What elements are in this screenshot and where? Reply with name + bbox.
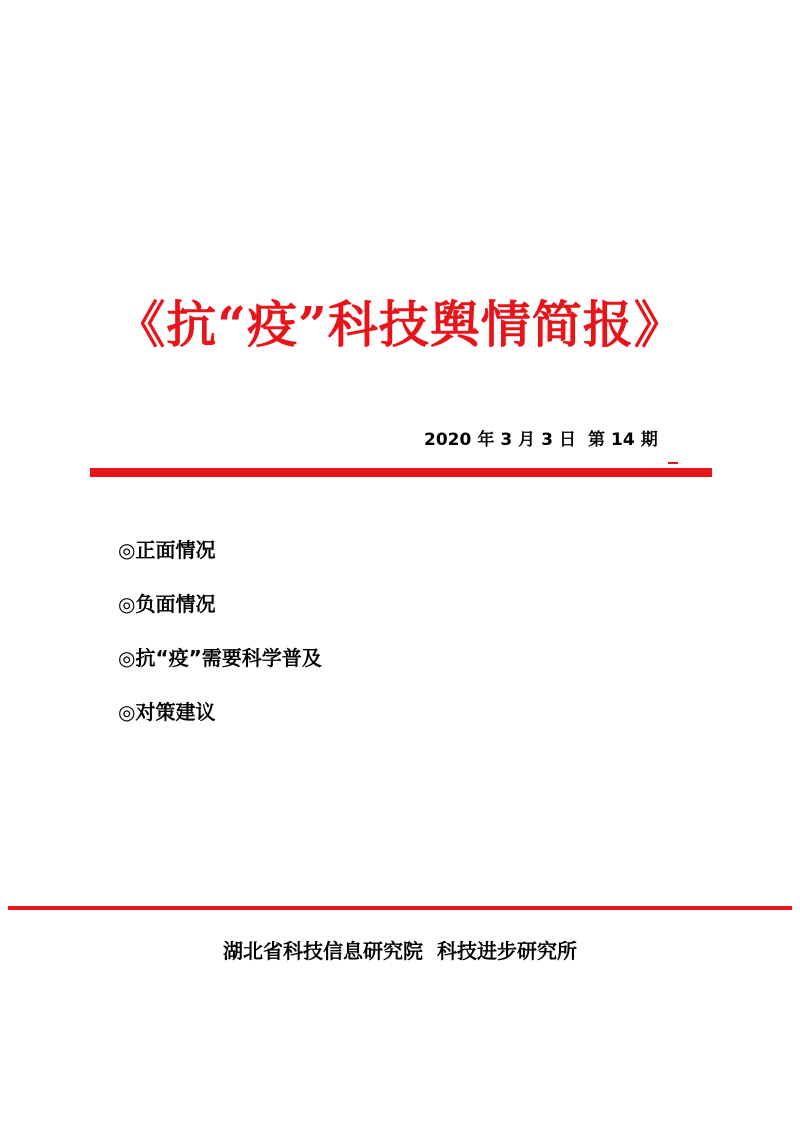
issue-date-line — [424, 427, 658, 453]
contents-item-negative: ◎负面情况 — [118, 592, 216, 616]
issue-number-suffix: 期 — [640, 430, 658, 450]
issue-year: 2020 — [424, 430, 472, 450]
issue-day-unit: 日 — [559, 430, 577, 450]
publisher-primary: 湖北省科技信息研究院 — [223, 939, 423, 963]
publisher-secondary: 科技进步研究所 — [437, 939, 577, 963]
contents-list — [118, 536, 322, 752]
footer-divider — [8, 906, 792, 910]
header-divider — [90, 468, 712, 477]
issue-year-unit: 年 — [477, 430, 495, 450]
contents-item-positive: ◎正面情况 — [118, 538, 216, 562]
underline-mark — [668, 462, 678, 464]
issue-number-prefix: 第 — [588, 430, 606, 450]
issue-number: 14 — [611, 430, 635, 450]
contents-item-science-popularization: ◎抗“疫”需要科学普及 — [118, 646, 322, 670]
issue-day: 3 — [541, 430, 554, 450]
issue-month: 3 — [500, 430, 513, 450]
issue-month-unit: 月 — [518, 430, 536, 450]
report-title: 《抗“疫”科技舆情简报》 — [115, 295, 685, 354]
publisher-line — [0, 936, 800, 966]
contents-item-recommendations: ◎对策建议 — [118, 700, 216, 724]
